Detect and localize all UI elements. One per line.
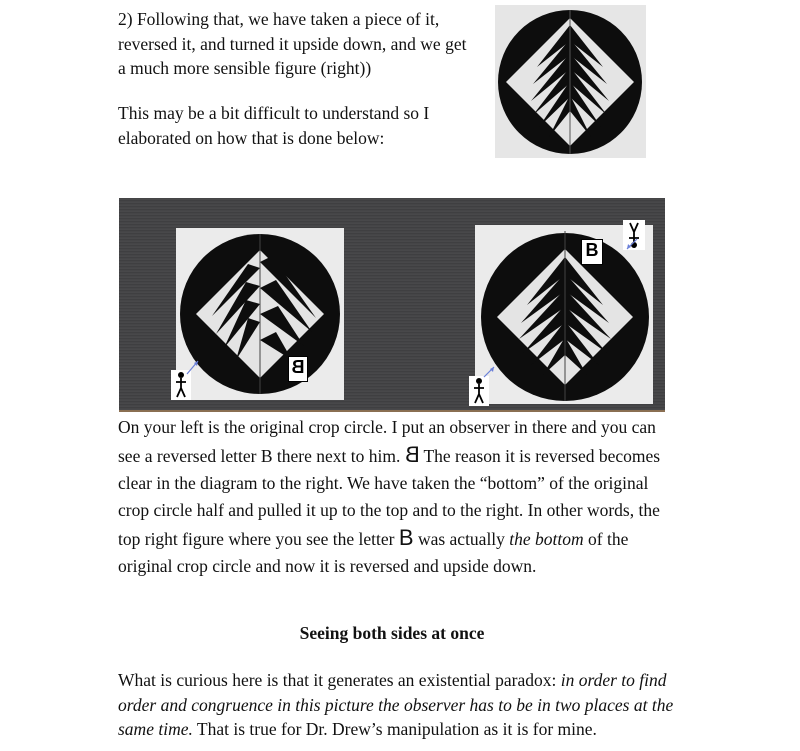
paradox-paragraph — [118, 668, 678, 742]
original-crop-circle-figure — [176, 228, 344, 400]
reversed-b-glyph: B — [404, 442, 420, 467]
paradox-start: What is curious here is that it generates an existential paradox: — [118, 670, 561, 690]
paradox-end: That is true for Dr. Drew’s manipulation as it is for mine. — [192, 719, 597, 739]
explanation-sentence-2: The reason it is reversed becomes clear in the diagram to the right. We have taken the “bottom” of the original crop circle half and pulled it up to the top and to the right. In other words, the top right figure where you see the letter — [118, 446, 661, 549]
paradox-italic: in order to find order and congruence in this picture the observer has to be in two places at the same time. — [118, 670, 674, 739]
diagram-band — [119, 198, 665, 412]
explanation-italic-bottom: the bottom — [509, 529, 584, 549]
reversed-letter-b — [288, 356, 308, 382]
intro-paragraph-1: 2) Following that, we have taken a piece of it, reversed it, and turned it upside down, and we get a much more sensible figure (right)) — [118, 9, 467, 78]
observer-right-bottom-arrow-icon — [483, 364, 497, 378]
letter-b-text: B — [585, 240, 599, 260]
explanation-sentence-3: was actually — [413, 529, 510, 549]
observer-right-bottom-icon — [469, 376, 489, 406]
explanation-paragraph — [118, 414, 668, 580]
crop-circle-photo-rearranged — [495, 5, 646, 158]
explanation-sentence-4: of the original crop circle and now it is reversed and upside down. — [118, 529, 629, 576]
observer-left-arrow-icon — [185, 358, 201, 376]
b-glyph: B — [398, 525, 414, 550]
letter-b — [581, 239, 603, 265]
explanation-sentence-1: On your left is the original crop circle. I put an observer in there and you can see a reversed letter B there next to him. — [118, 417, 656, 466]
intro-paragraph-2: This may be a bit difficult to understand so I elaborated on how that is done below: — [118, 103, 430, 148]
reversed-letter-b-text: B — [291, 357, 305, 377]
section-heading: Seeing both sides at once — [299, 623, 485, 643]
observer-upside-down-arrow-icon — [625, 238, 639, 252]
